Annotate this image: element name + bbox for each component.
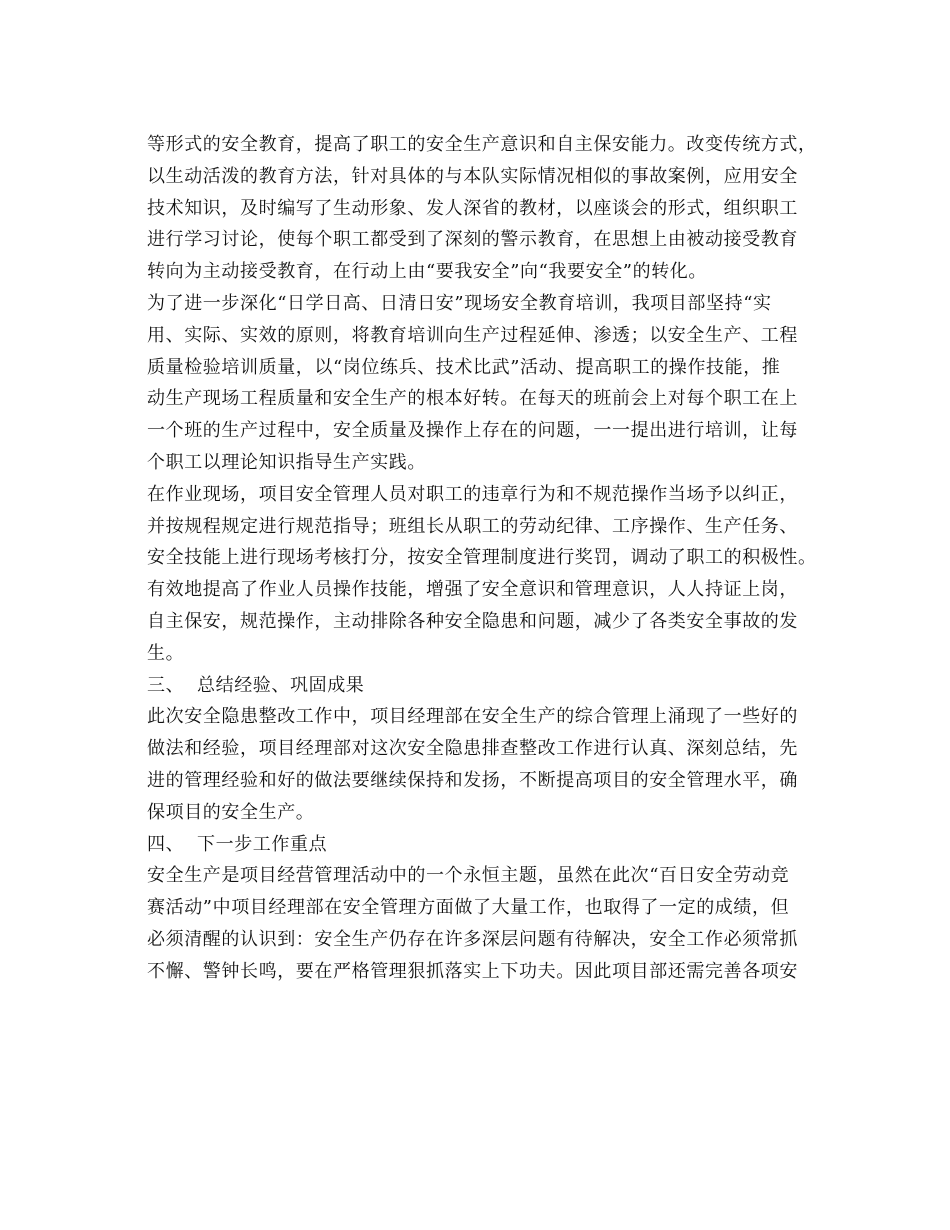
- text-line: 在作业现场，项目安全管理人员对职工的违章行为和不规范操作当场予以纠正，: [147, 483, 798, 505]
- text-line: 质量检验培训质量，以“岗位练兵、技术比武”活动、提高职工的操作技能，推: [147, 356, 781, 378]
- text-line: 必须清醒的认识到：安全生产仍存在许多深层问题有待解决，安全工作必须常抓: [147, 928, 798, 950]
- text-line: 用、实际、实效的原则，将教育培训向生产过程延伸、渗透；以安全生产、工程: [147, 324, 798, 346]
- text-line: 技术知识，及时编写了生动形象、发人深省的教材，以座谈会的形式，组织职工: [147, 197, 798, 219]
- document-body: [147, 129, 817, 988]
- text-line: 动生产现场工程质量和安全生产的根本好转。在每天的班前会上对每个职工在上: [147, 388, 798, 410]
- text-line: 此次安全隐患整改工作中，项目经理部在安全生产的综合管理上涌现了一些好的: [147, 706, 798, 728]
- text-line: 做法和经验，项目经理部对这次安全隐患排查整改工作进行认真、深刻总结，先: [147, 738, 798, 760]
- paragraph: [147, 479, 817, 670]
- section-title: 下一步工作重点: [197, 833, 328, 855]
- text-line: 为了进一步深化“日学日高、日清日安”现场安全教育培训，我项目部坚持“实: [147, 292, 772, 314]
- text-line: 进的管理经验和好的做法要继续保持和发扬，不断提高项目的安全管理水平，确: [147, 769, 798, 791]
- text-line: 不懈、警钟长鸣，要在严格管理狠抓落实上下功夫。因此项目部还需完善各项安: [147, 960, 798, 982]
- section-number: 四、: [147, 833, 185, 855]
- text-line: 安全生产是项目经营管理活动中的一个永恒主题，虽然在此次“百日安全劳动竞: [147, 865, 790, 887]
- text-line: 并按规程规定进行规范指导；班组长从职工的劳动纪律、工序操作、生产任务、: [147, 515, 798, 537]
- text-line: 以生动活泼的教育方法，针对具体的与本队实际情况相似的事故案例，应用安全: [147, 165, 798, 187]
- paragraph: [147, 129, 817, 288]
- text-line: 进行学习讨论，使每个职工都受到了深刻的警示教育，在思想上由被动接受教育: [147, 229, 798, 251]
- section-heading: [147, 670, 817, 702]
- text-line: 安全技能上进行现场考核打分，按安全管理制度进行奖罚，调动了职工的积极性。: [147, 547, 817, 569]
- text-line: 赛活动”中项目经理部在安全管理方面做了大量工作，也取得了一定的成绩，但: [147, 897, 790, 919]
- text-line: 生。: [147, 642, 185, 664]
- section-heading: [147, 829, 817, 861]
- text-line: 转向为主动接受教育，在行动上由“要我安全”向“我要安全”的转化。: [147, 261, 708, 283]
- text-line: 有效地提高了作业人员操作技能，增强了安全意识和管理意识，人人持证上岗，: [147, 579, 798, 601]
- text-line: 一个班的生产过程中，安全质量及操作上存在的问题，一一提出进行培训，让每: [147, 420, 798, 442]
- section-title: 总结经验、巩固成果: [197, 674, 365, 696]
- section-number: 三、: [147, 674, 185, 696]
- text-line: 个职工以理论知识指导生产实践。: [147, 451, 426, 473]
- text-line: 保项目的安全生产。: [147, 801, 315, 823]
- paragraph: [147, 701, 817, 828]
- text-line: 等形式的安全教育，提高了职工的安全生产意识和自主保安能力。改变传统方式，: [147, 134, 817, 155]
- paragraph: [147, 288, 817, 479]
- text-line: 自主保安，规范操作，主动排除各种安全隐患和问题，减少了各类安全事故的发: [147, 610, 798, 632]
- paragraph: [147, 860, 817, 987]
